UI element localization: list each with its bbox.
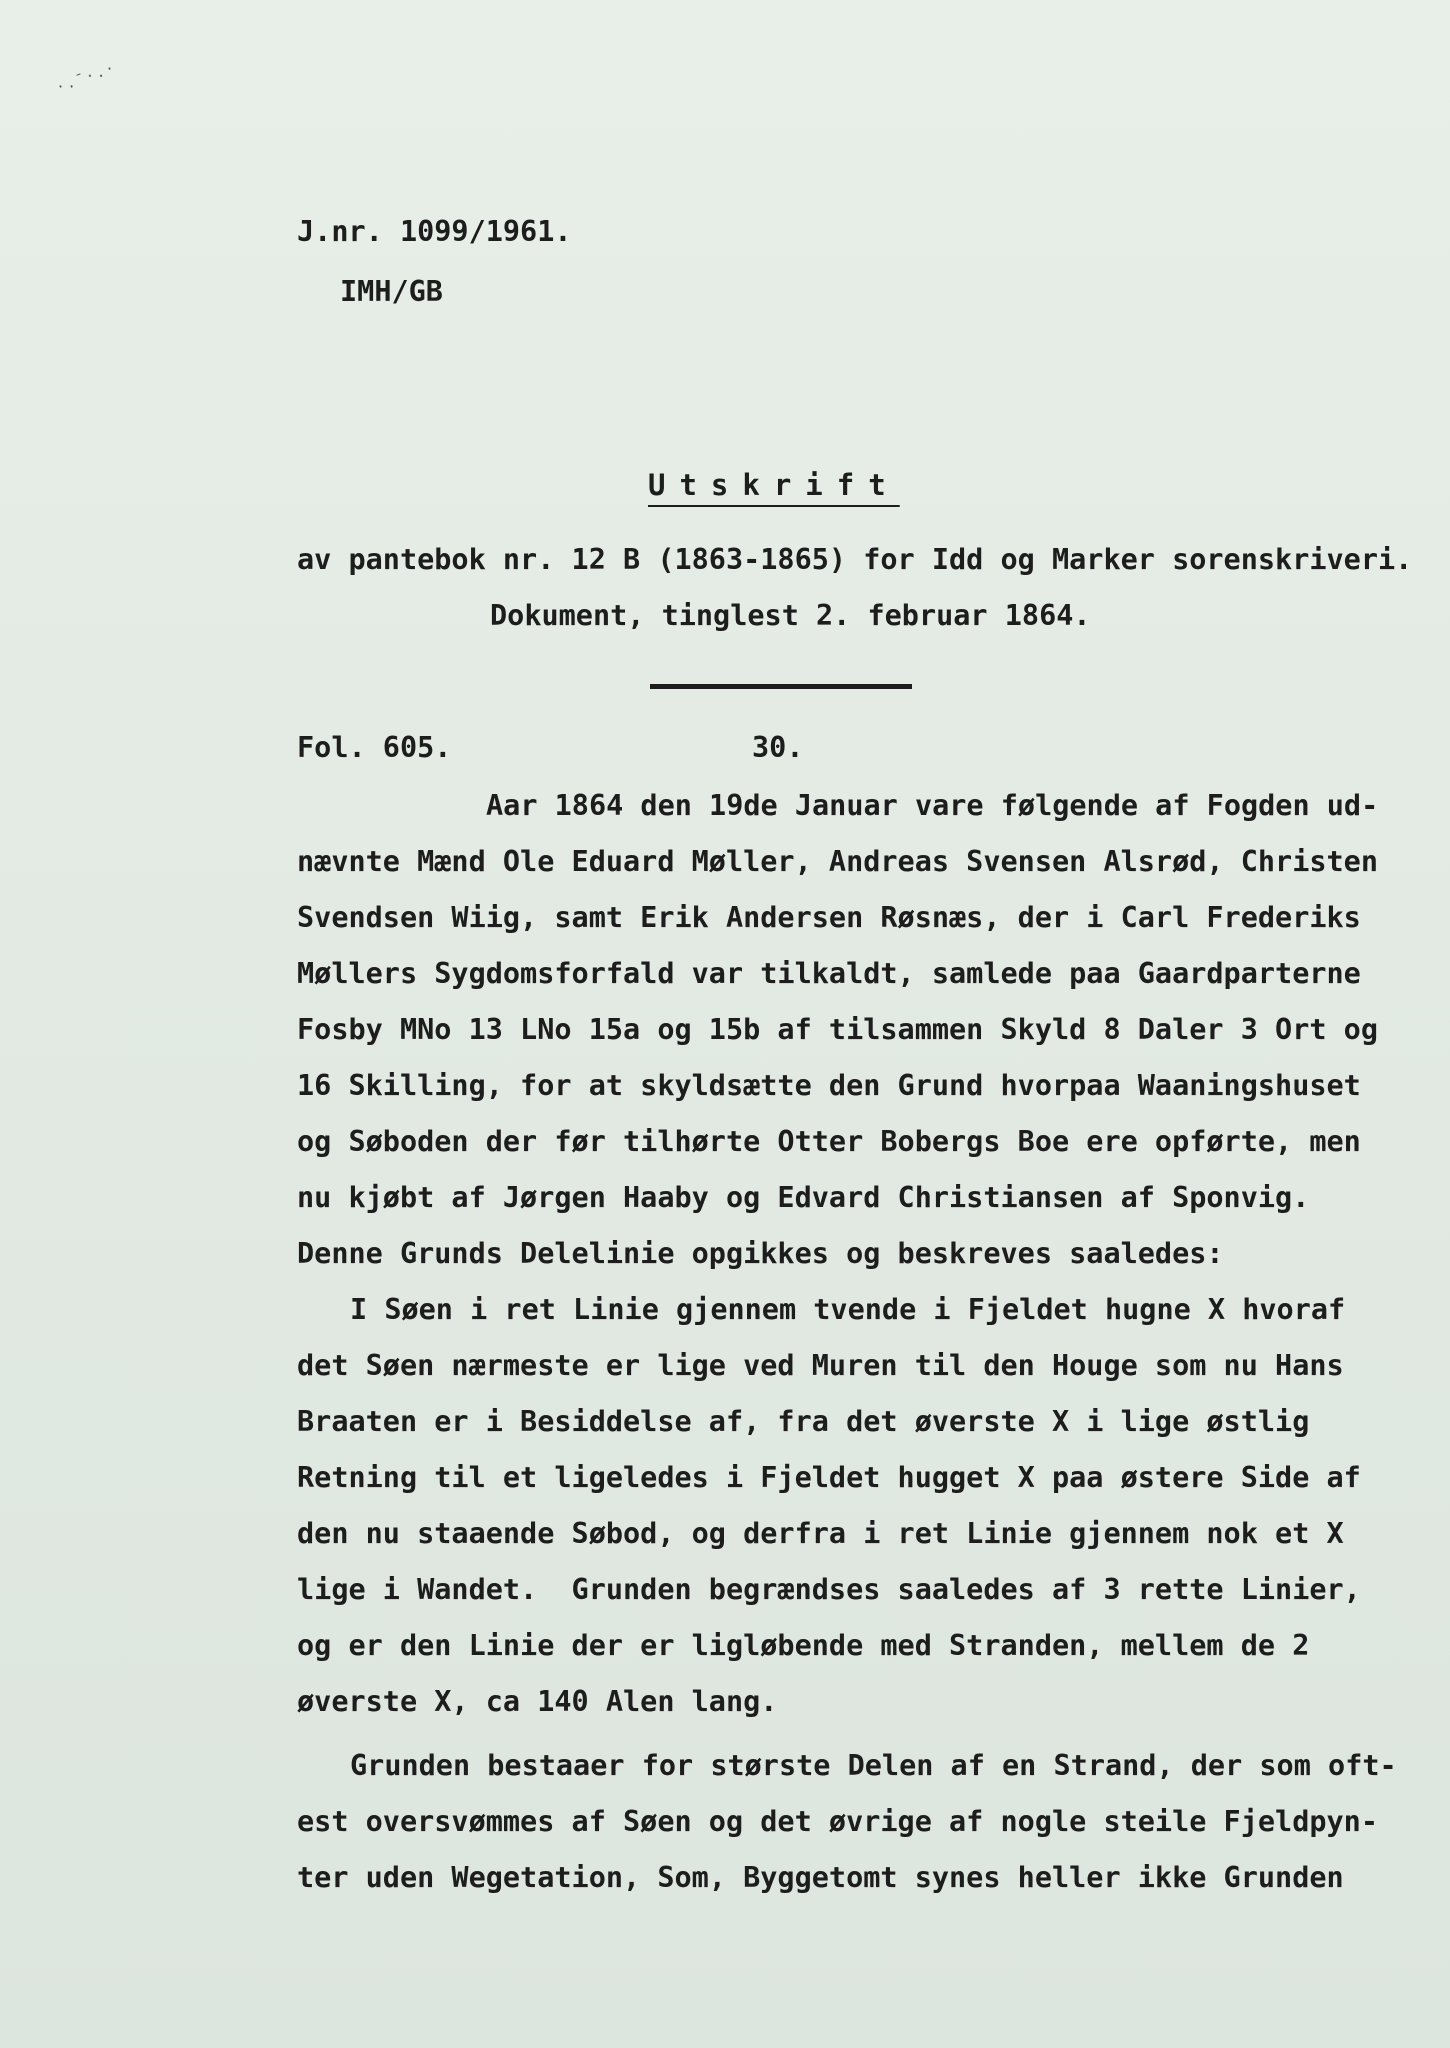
body-line: Møllers Sygdomsforfald var tilkaldt, samlede paa Gaardparterne — [297, 957, 1361, 990]
folio-label: Fol. 605. — [297, 731, 452, 764]
journal-number: J.nr. 1099/1961. — [297, 215, 572, 248]
body-line: og er den Linie der er ligløbende med Stranden, mellem de 2 — [297, 1629, 1310, 1662]
body-line: øverste X, ca 140 Alen lang. — [297, 1685, 778, 1718]
body-line: Aar 1864 den 19de Januar vare følgende af Fogden ud- — [486, 789, 1379, 822]
subtitle-line-2: Dokument, tinglest 2. februar 1864. — [490, 599, 1091, 632]
body-line: Svendsen Wiig, samt Erik Andersen Røsnæs, der i Carl Frederiks — [297, 901, 1361, 934]
body-line: Fosby MNo 13 LNo 15a og 15b af tilsammen Skyld 8 Daler 3 Ort og — [297, 1013, 1378, 1046]
body-line: lige i Wandet. Grunden begrændses saaledes af 3 rette Linier, — [297, 1573, 1361, 1606]
body-line: ter uden Wegetation, Som, Byggetomt synes heller ikke Grunden — [297, 1861, 1344, 1894]
body-line: Grunden bestaaer for største Delen af en Strand, der som oft- — [350, 1749, 1397, 1782]
folio-number: 30. — [752, 731, 804, 764]
initials: IMH/GB — [340, 275, 443, 308]
body-line: est oversvømmes af Søen og det øvrige af nogle steile Fjeldpyn- — [297, 1805, 1378, 1838]
subtitle-line-1: av pantebok nr. 12 B (1863-1865) for Idd og Marker sorenskriveri. — [297, 543, 1413, 576]
body-line: og Søboden der før tilhørte Otter Bobergs Boe ere opførte, men — [297, 1125, 1361, 1158]
body-line: Denne Grunds Delelinie opgikkes og beskreves saaledes: — [297, 1237, 1224, 1270]
body-line: den nu staaende Søbod, og derfra i ret Linie gjennem nok et X — [297, 1517, 1344, 1550]
divider-rule — [650, 684, 912, 689]
body-line: nævnte Mænd Ole Eduard Møller, Andreas Svensen Alsrød, Christen — [297, 845, 1378, 878]
body-line: Braaten er i Besiddelse af, fra det øverste X i lige østlig — [297, 1405, 1310, 1438]
stray-marks: ·.ˉ·.· — [54, 59, 119, 97]
body-line: det Søen nærmeste er lige ved Muren til den Houge som nu Hans — [297, 1349, 1344, 1382]
body-line: 16 Skilling, for at skyldsætte den Grund hvorpaa Waaningshuset — [297, 1069, 1361, 1102]
body-line: nu kjøbt af Jørgen Haaby og Edvard Christiansen af Sponvig. — [297, 1181, 1310, 1214]
body-line: Retning til et ligeledes i Fjeldet hugget X paa østere Side af — [297, 1461, 1361, 1494]
body-line: I Søen i ret Linie gjennem tvende i Fjeldet hugne X hvoraf — [350, 1293, 1346, 1326]
document-title: Utskrift — [648, 468, 900, 502]
